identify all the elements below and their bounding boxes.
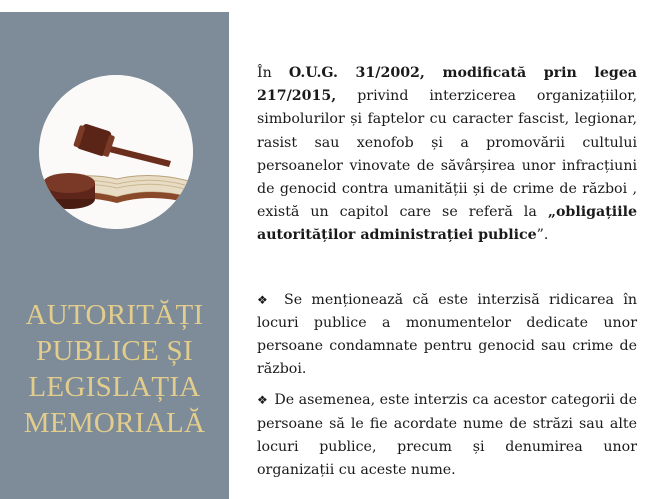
intro-paragraph <box>257 62 637 248</box>
bullet-list <box>257 289 637 483</box>
intro-text-2: privind interzicerea organizațiilor, simbolurilor și faptelor cu caracter fascist, legionar, rasist sau xenofob și a promovării cultului persoanelor vinovate de săvârșirea unor infracțiuni de genocid contra umanității și de crime de război , există un capitol care se referă la <box>257 88 637 221</box>
intro-text-1: În <box>257 65 289 81</box>
gavel-photo-icon <box>39 75 193 229</box>
bullet-item <box>257 289 637 382</box>
diamond-bullet-icon: ❖ <box>257 292 273 307</box>
main-content <box>257 62 637 490</box>
obligations-heading: „obligațiile autorităților administrației publice <box>257 204 637 244</box>
sidebar-title <box>0 297 229 441</box>
sidebar-title-line-2: PUBLICE ȘI <box>36 335 193 367</box>
bullet-text: Se menționează că este interzisă ridicarea în locuri publice a monumentelor dedicate unor persoane condamnate pentru genocid sau crime de război. <box>257 291 638 378</box>
bullet-text: De asemenea, este interzis ca acestor categorii de persoane să le fie acordate nume de străzi sau alte locuri publice, precum și denumirea unor organizații cu aceste nume. <box>257 392 637 479</box>
diamond-bullet-icon: ❖ <box>257 393 268 408</box>
law-reference: O.U.G. 31/2002, modificată prin legea 217/2015, <box>257 65 637 105</box>
sidebar-title-line-3: LEGISLAȚIA <box>28 371 201 403</box>
bullet-item <box>257 389 637 482</box>
sidebar-title-line-1: AUTORITĂȚI <box>25 299 204 331</box>
sidebar-panel <box>0 12 229 499</box>
sidebar-title-line-4: MEMORIALĂ <box>23 407 206 439</box>
intro-text-3: ”. <box>536 227 549 244</box>
